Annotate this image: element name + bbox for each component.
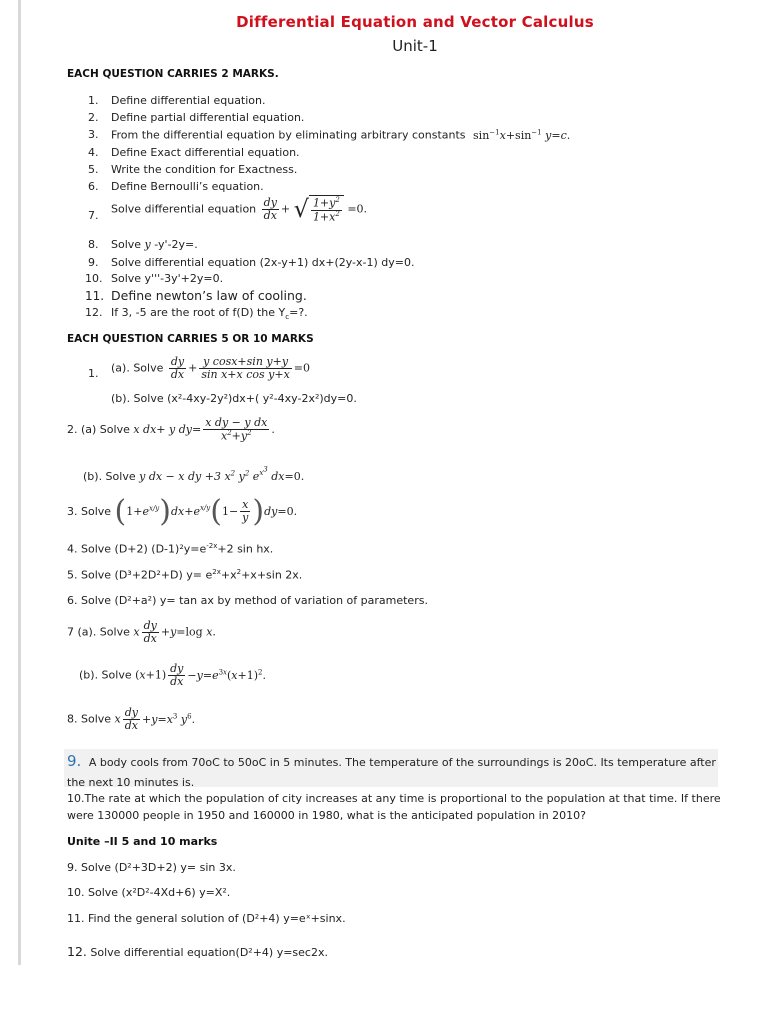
unit-title: Unit-1: [392, 37, 438, 55]
question-text: Define Exact differential equation.: [111, 146, 300, 159]
question-2b: (b). Solve y dx − x dy +3 $x^2$ $y^2$ $e^{x^3}$ dx=0.: [83, 466, 305, 483]
question-number: 9.: [88, 256, 99, 269]
question-number: 8.: [88, 238, 99, 251]
question-text: (b). Solve: [83, 469, 136, 483]
question-text: Define partial differential equation.: [111, 111, 305, 124]
question-7b: (b). Solve (x+1) $\frac{dy}{dx}$ $-y=e^{3x}(x+1)^2$.: [79, 662, 266, 688]
math-fraction: $\frac{dy}{dx}$: [143, 619, 157, 645]
question-number: 7.: [88, 209, 99, 222]
question-number: 11.: [85, 289, 105, 303]
question-number: 1.: [88, 367, 99, 380]
question-3: [111, 128, 570, 142]
question-text: 3. Solve: [67, 505, 112, 518]
question-text: 10.The rate at which the population of city increases at any time is proportional to the population at that time. If there: [67, 792, 721, 805]
question-text: 6. Solve (D²+a²) y= tan ax by method of variation of parameters.: [67, 594, 428, 607]
document-title: Differential Equation and Vector Calculus: [236, 13, 594, 31]
question-text: 11. Find the general solution of (D²+4) y=eˣ+sinx.: [67, 912, 346, 925]
question-text: Define differential equation.: [111, 94, 266, 107]
left-margin-rule: [18, 0, 21, 965]
question-5: 5. Solve (D³+2D²+D) $y= e^{2x}+x^2+x+\sin$ 2x.: [67, 568, 303, 582]
question-text: Solve differential equation (2x-y+1) dx+(2y-x-1) dy=0.: [111, 256, 415, 269]
question-number: 6.: [88, 180, 99, 193]
question-text: 8. Solve: [67, 712, 112, 726]
question-number: 12.: [67, 944, 87, 959]
section-heading-5-10-marks: EACH QUESTION CARRIES 5 OR 10 MARKS: [67, 333, 314, 345]
math-fraction: $\frac{dy}{dx}$: [263, 195, 277, 222]
math-fraction: $\frac{\text{x dy − y dx}}{x^2+y^2}$: [205, 416, 268, 443]
question-2a: 2. (a) Solve x dx+ y dy= $\frac{\text{x dy − y dx}}{x^2+y^2}$ .: [67, 416, 275, 443]
question-9: [67, 752, 716, 770]
question-text: were 130000 people in 1950 and 160000 in 1980, what is the anticipated population in 2010?: [67, 809, 586, 822]
question-text: Solve differential equation(D²+4) y=sec2x.: [90, 946, 328, 959]
question-8: 8. Solve x $\frac{dy}{dx}$ $+y=x^3$ $y^6$.: [67, 706, 196, 732]
question-7: Solve differential equation $\frac{dy}{dx}$ + √ $\frac{1+y^2}{1+x^2}$ =0.: [111, 195, 368, 224]
math-fraction: $\frac{x}{y}$: [242, 498, 249, 524]
question-number: 5.: [88, 163, 99, 176]
question-text: (b). Solve (x²-4xy-2y²)dx+( y²-4xy-2x²)dy=0.: [111, 392, 357, 405]
question-text: 2. (a) Solve: [67, 422, 130, 436]
question-text: Write the condition for Exactness.: [111, 163, 298, 176]
question-text: Solve y'''-3y'+2y=0.: [111, 272, 224, 285]
question-number: 9.: [67, 752, 82, 770]
math-expression: y -y'-2y=.: [144, 238, 198, 251]
question-number: 3.: [88, 128, 99, 141]
question-12: [67, 944, 328, 959]
question-8: [111, 238, 198, 251]
question-text: (b). Solve: [79, 668, 132, 682]
question-4: 4. Solve (D+2) $(D-1)^2y=e^{-2x}+2$ sin hx.: [67, 542, 274, 556]
question-text: Solve: [111, 238, 142, 251]
question-number: 1.: [88, 94, 99, 107]
question-7a: 7 (a). Solve x $\frac{dy}{dx}$ +y=log x.: [67, 619, 216, 645]
question-text: Define newton’s law of cooling.: [111, 288, 307, 303]
question-text: Define Bernoulli’s equation.: [111, 180, 264, 193]
math-fraction: $\frac{dy}{dx}$: [124, 706, 139, 732]
question-text: 5. Solve (D³+2D²+D) y= e: [67, 568, 213, 582]
question-text: Solve differential equation: [111, 202, 257, 216]
math-fraction: $\frac{\text{y cosx+sin y+y}}{\text{sin x+x cos y+x}}$: [201, 355, 290, 381]
question-text: 10. Solve (x²D²-4Xd+6) y=X².: [67, 886, 231, 899]
question-text: (a). Solve: [111, 361, 164, 375]
question-number: 2.: [88, 111, 99, 124]
question-text: A body cools from 70oC to 50oC in 5 minutes. The temperature of the surroundings is 20oC. Its temperature after: [88, 756, 716, 769]
question-text: 7 (a). Solve: [67, 625, 130, 639]
question-text: From the differential equation by eliminating arbitrary constants: [111, 128, 466, 142]
question-number: 10.: [85, 272, 103, 285]
question-number: 4.: [88, 146, 99, 159]
question-12: If 3, -5 are the root of f(D) the $Y_c=$?.: [111, 306, 308, 322]
question-1a: (a). Solve $\frac{dy}{dx}$ + $\frac{\text{y cosx+sin y+y}}{\text{sin x+x cos y+x}}$ =0: [111, 355, 311, 381]
question-number: 12.: [85, 306, 103, 319]
section-heading-2-marks: EACH QUESTION CARRIES 2 MARKS.: [67, 68, 279, 80]
question-3: 3. Solve $(1+e^{x/y})dx+e^{x/y}(1-$ $\frac{x}{y}$ )dy=0.: [67, 494, 298, 529]
question-text: If 3, -5 are the root of f(D) the Y: [111, 306, 286, 319]
question-text: 4. Solve (D+2) (D-1)²y=e: [67, 542, 207, 556]
math-expression: $\sin^{-1}x+\sin^{-1}$ y=c.: [473, 128, 571, 142]
section-heading-unit-2: Unite –II 5 and 10 marks: [67, 835, 218, 848]
math-fraction: $\frac{dy}{dx}$: [170, 355, 185, 381]
question-text: 9. Solve (D²+3D+2) y= sin 3x.: [67, 861, 236, 874]
question-text: the next 10 minutes is.: [67, 776, 195, 789]
math-fraction: $\frac{dy}{dx}$: [170, 662, 184, 688]
math-sqrt: √ $\frac{1+y^2}{1+x^2}$: [294, 195, 344, 223]
